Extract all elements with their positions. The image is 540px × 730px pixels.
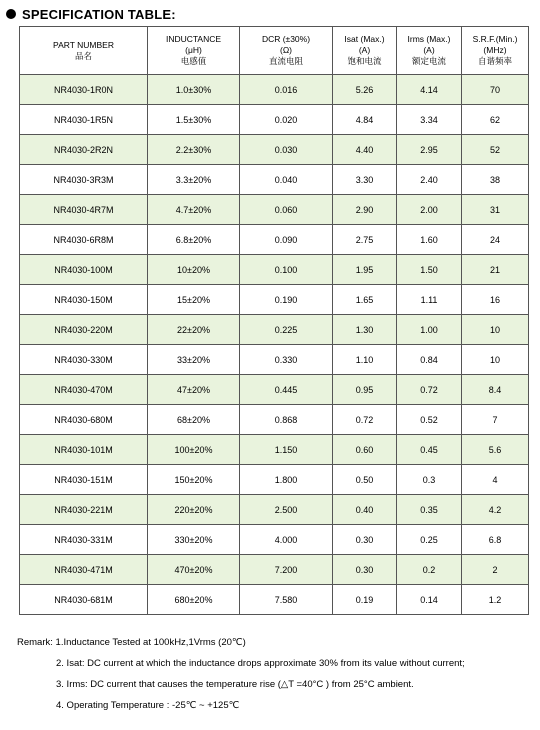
inductance-cell: 220±20% [148,495,240,525]
table-row [20,75,529,105]
header-isat [333,27,397,75]
inductance-cell: 10±20% [148,255,240,285]
srf-cell: 8.4 [462,375,529,405]
header-irms-line: (A) [423,45,435,55]
isat-cell: 0.72 [333,405,397,435]
inductance-cell: 15±20% [148,285,240,315]
dcr-cell: 0.445 [240,375,333,405]
header-srf-line: (MHz) [483,45,507,55]
irms-cell: 0.52 [397,405,462,435]
table-row [20,285,529,315]
header-part-number-line: PART NUMBER [53,39,114,50]
part-number-cell: NR4030-220M [20,315,148,345]
part-number-cell: NR4030-331M [20,525,148,555]
table-row [20,435,529,465]
table-row [20,345,529,375]
irms-cell: 3.34 [397,105,462,135]
irms-cell: 0.2 [397,555,462,585]
header-dcr-line: DCR (±30%) [261,34,311,44]
isat-cell: 0.60 [333,435,397,465]
irms-cell: 0.25 [397,525,462,555]
dcr-cell: 0.100 [240,255,333,285]
header-isat-line: (A) [358,45,371,55]
spec-table-title: SPECIFICATION TABLE: [22,6,176,22]
srf-cell: 7 [462,405,529,435]
header-irms-line: 额定电流 [411,56,446,66]
spec-table-heading [6,4,176,24]
dcr-cell: 1.800 [240,465,333,495]
srf-cell: 1.2 [462,585,529,615]
header-srf-line: 自谐频率 [477,56,512,66]
table-row [20,495,529,525]
part-number-cell: NR4030-2R2N [20,135,148,165]
srf-cell: 4 [462,465,529,495]
table-row [20,465,529,495]
inductance-cell: 1.0±30% [148,75,240,105]
dcr-cell: 0.090 [240,225,333,255]
table-row [20,405,529,435]
spec-table [19,26,529,615]
dcr-cell: 7.580 [240,585,333,615]
srf-cell: 6.8 [462,525,529,555]
isat-cell: 4.84 [333,105,397,135]
remark-1: Remark: 1.Inductance Tested at 100kHz,1Vrms (20℃) [17,637,246,648]
dcr-cell: 0.040 [240,165,333,195]
srf-cell: 52 [462,135,529,165]
dcr-cell: 4.000 [240,525,333,555]
srf-cell: 2 [462,555,529,585]
part-number-cell: NR4030-3R3M [20,165,148,195]
header-inductance [148,27,240,75]
srf-cell: 10 [462,345,529,375]
dcr-cell: 2.500 [240,495,333,525]
isat-cell: 1.65 [333,285,397,315]
table-row [20,585,529,615]
inductance-cell: 3.3±20% [148,165,240,195]
part-number-cell: NR4030-150M [20,285,148,315]
srf-cell: 24 [462,225,529,255]
isat-cell: 1.95 [333,255,397,285]
part-number-cell: NR4030-101M [20,435,148,465]
inductance-cell: 47±20% [148,375,240,405]
header-irms-line: Irms (Max.) [407,34,451,44]
part-number-cell: NR4030-680M [20,405,148,435]
srf-cell: 62 [462,105,529,135]
isat-cell: 0.40 [333,495,397,525]
inductance-cell: 22±20% [148,315,240,345]
header-row [20,27,529,75]
inductance-cell: 1.5±30% [148,105,240,135]
isat-cell: 4.40 [333,135,397,165]
part-number-cell: NR4030-471M [20,555,148,585]
part-number-cell: NR4030-330M [20,345,148,375]
table-row [20,105,529,135]
header-inductance-line: 电感值 [180,56,207,66]
table-row [20,555,529,585]
part-number-cell: NR4030-151M [20,465,148,495]
srf-cell: 38 [462,165,529,195]
table-row [20,525,529,555]
remark-3: 3. Irms: DC current that causes the temperature rise (△T =40°C ) from 25°C ambient. [56,679,414,690]
irms-cell: 2.95 [397,135,462,165]
part-number-cell: NR4030-100M [20,255,148,285]
irms-cell: 2.00 [397,195,462,225]
irms-cell: 2.40 [397,165,462,195]
header-srf-line: S.R.F.(Min.) [472,34,518,44]
dcr-cell: 0.030 [240,135,333,165]
remarks-section [17,632,527,716]
dcr-cell: 0.016 [240,75,333,105]
dcr-cell: 0.868 [240,405,333,435]
table-row [20,315,529,345]
dcr-cell: 7.200 [240,555,333,585]
inductance-cell: 33±20% [148,345,240,375]
irms-cell: 0.84 [397,345,462,375]
table-row [20,225,529,255]
irms-cell: 1.60 [397,225,462,255]
header-dcr-line: 直流电阻 [268,56,303,66]
isat-cell: 3.30 [333,165,397,195]
inductance-cell: 150±20% [148,465,240,495]
isat-cell: 0.19 [333,585,397,615]
header-inductance-line: (μH) [185,45,202,55]
header-irms [397,27,462,75]
header-dcr [240,27,333,75]
inductance-cell: 680±20% [148,585,240,615]
table-row [20,165,529,195]
isat-cell: 5.26 [333,75,397,105]
srf-cell: 4.2 [462,495,529,525]
isat-cell: 2.90 [333,195,397,225]
dcr-cell: 0.020 [240,105,333,135]
isat-cell: 0.30 [333,525,397,555]
inductance-cell: 330±20% [148,525,240,555]
dcr-cell: 0.330 [240,345,333,375]
remark-4: 4. Operating Temperature : -25℃ ~ +125℃ [56,700,240,711]
header-isat-line: Isat (Max.) [344,34,385,44]
srf-cell: 16 [462,285,529,315]
irms-cell: 0.72 [397,375,462,405]
part-number-cell: NR4030-1R0N [20,75,148,105]
header-isat-line: 饱和电流 [347,56,382,66]
irms-cell: 0.45 [397,435,462,465]
part-number-cell: NR4030-1R5N [20,105,148,135]
srf-cell: 70 [462,75,529,105]
dcr-cell: 0.225 [240,315,333,345]
isat-cell: 1.30 [333,315,397,345]
table-row [20,255,529,285]
isat-cell: 0.95 [333,375,397,405]
isat-cell: 1.10 [333,345,397,375]
inductance-cell: 6.8±20% [148,225,240,255]
remark-2: 2. Isat: DC current at which the inductance drops approximate 30% from its value without current; [56,658,465,669]
irms-cell: 1.50 [397,255,462,285]
irms-cell: 1.11 [397,285,462,315]
header-part-number-line: 品名 [74,50,92,61]
inductance-cell: 470±20% [148,555,240,585]
irms-cell: 0.35 [397,495,462,525]
header-inductance-line: INDUCTANCE [165,34,222,44]
table-body [20,75,529,615]
dcr-cell: 0.190 [240,285,333,315]
table-row [20,195,529,225]
dcr-cell: 1.150 [240,435,333,465]
table-row [20,135,529,165]
part-number-cell: NR4030-470M [20,375,148,405]
inductance-cell: 4.7±20% [148,195,240,225]
srf-cell: 21 [462,255,529,285]
header-srf [462,27,529,75]
isat-cell: 0.50 [333,465,397,495]
srf-cell: 5.6 [462,435,529,465]
irms-cell: 4.14 [397,75,462,105]
spec-table-container [19,26,528,620]
part-number-cell: NR4030-4R7M [20,195,148,225]
isat-cell: 2.75 [333,225,397,255]
srf-cell: 10 [462,315,529,345]
part-number-cell: NR4030-221M [20,495,148,525]
irms-cell: 0.3 [397,465,462,495]
irms-cell: 1.00 [397,315,462,345]
srf-cell: 31 [462,195,529,225]
irms-cell: 0.14 [397,585,462,615]
inductance-cell: 2.2±30% [148,135,240,165]
header-part-number [20,27,148,75]
part-number-cell: NR4030-681M [20,585,148,615]
dcr-cell: 0.060 [240,195,333,225]
isat-cell: 0.30 [333,555,397,585]
header-dcr-line: (Ω) [279,45,292,55]
inductance-cell: 100±20% [148,435,240,465]
bullet-dot-icon [6,9,16,19]
table-row [20,375,529,405]
inductance-cell: 68±20% [148,405,240,435]
part-number-cell: NR4030-6R8M [20,225,148,255]
